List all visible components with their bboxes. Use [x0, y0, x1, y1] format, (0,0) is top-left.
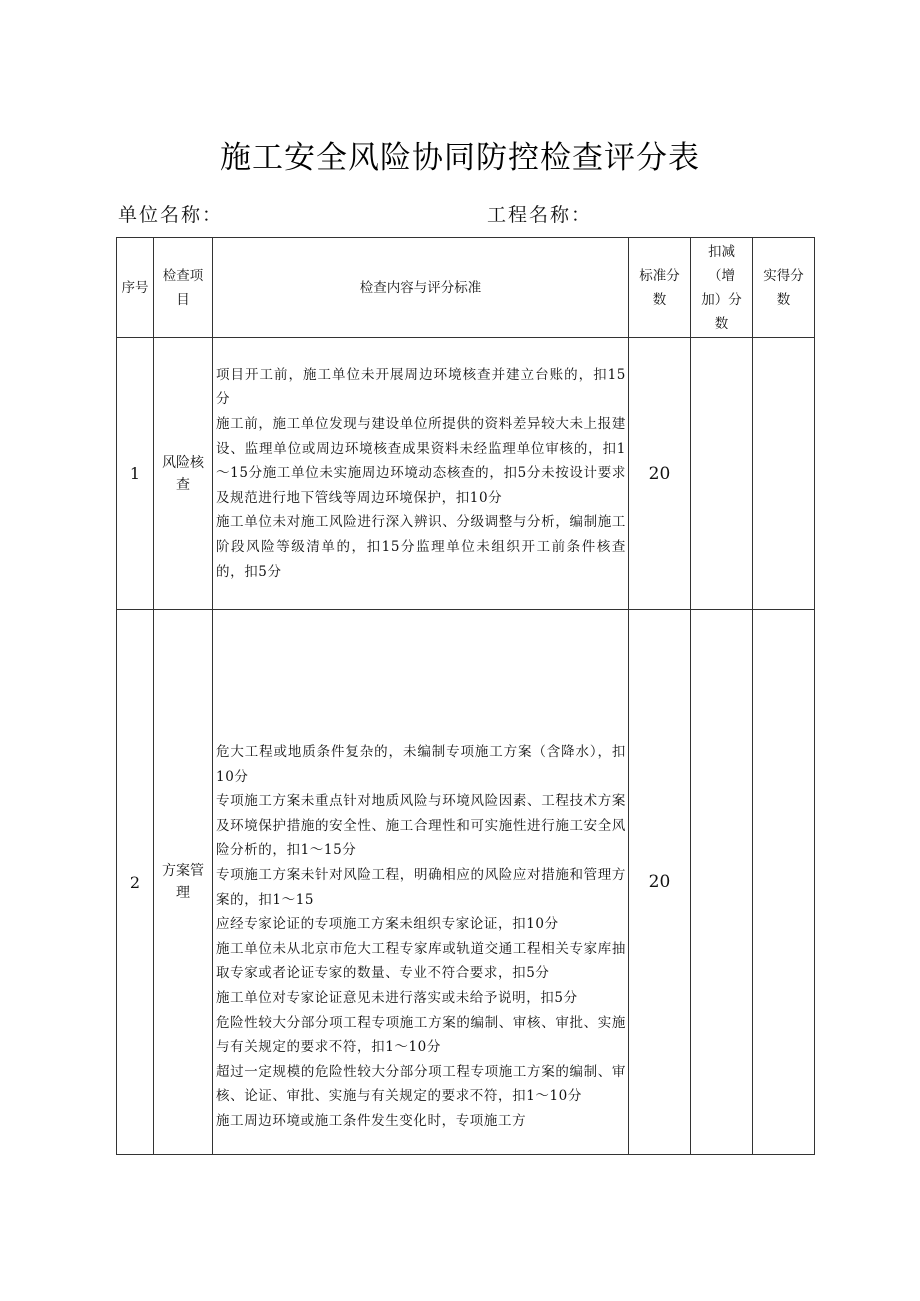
content-line: 施工前，施工单位发现与建设单位所提供的资料差异较大未上报建设、监理单位或周边环境核查成果资料未经监理单位审核的，扣1～15分施工单位未实施周边环境动态核查的，扣5分未按设计要求及规范进行地下管线等周边环境保护，扣10分 [216, 416, 626, 506]
row-item: 风险核查 [154, 338, 213, 610]
content-line: 施工单位未对施工风险进行深入辨识、分级调整与分析，编制施工阶段风险等级清单的，扣15分监理单位未组织开工前条件核查的，扣5分 [216, 514, 626, 580]
content-line: 专项施工方案未针对风险工程，明确相应的风险应对措施和管理方案的，扣1～15 [216, 866, 626, 908]
row-seq: 1 [117, 338, 154, 610]
content-line: 专项施工方案未重点针对地质风险与环境风险因素、工程技术方案及环境保护措施的安全性、施工合理性和可实施性进行施工安全风险分析的，扣1～15分 [216, 793, 626, 859]
unit-name-label: 单位名称： [118, 204, 224, 226]
header-seq: 序号 [117, 238, 154, 338]
content-line: 项目开工前，施工单位未开展周边环境核查并建立台账的，扣15分 [216, 366, 626, 408]
score-table [116, 237, 815, 1155]
header-standard-score: 标准分数 [629, 238, 691, 338]
content-line: 超过一定规模的危险性较大分部分项工程专项施工方案的编制、审核、论证、审批、实施与有关规定的要求不符，扣1～10分 [216, 1063, 626, 1105]
row-content [213, 610, 629, 1155]
header-content: 检查内容与评分标准 [213, 238, 629, 338]
table-header-row [117, 238, 815, 338]
row-seq: 2 [117, 610, 154, 1155]
content-line: 施工周边环境或施工条件发生变化时，专项施工方 [216, 1112, 527, 1129]
project-name-label: 工程名称： [487, 204, 593, 226]
row-standard-score: 20 [629, 610, 691, 1155]
header-deduct: 扣减（增加）分数 [691, 238, 753, 338]
row-deduct-cell [691, 610, 753, 1155]
content-line: 危险性较大分部分项工程专项施工方案的编制、审核、审批、实施与有关规定的要求不符，扣1～10分 [216, 1014, 626, 1056]
table-row [117, 610, 815, 1155]
content-line: 施工单位对专家论证意见未进行落实或未给予说明，扣5分 [216, 989, 578, 1006]
row-deduct-cell [691, 338, 753, 610]
row-actual-cell [753, 338, 815, 610]
row-standard-score: 20 [629, 338, 691, 610]
content-line: 危大工程或地质条件复杂的，未编制专项施工方案（含降水），扣10分 [216, 744, 626, 785]
row-actual-cell [753, 610, 815, 1155]
page-title: 施工安全风险协同防控检查评分表 [220, 140, 700, 176]
content-line: 应经专家论证的专项施工方案未组织专家论证，扣10分 [216, 916, 559, 933]
header-actual: 实得分数 [753, 238, 815, 338]
row-item: 方案管理 [154, 610, 213, 1155]
table-row [117, 338, 815, 610]
header-item: 检查项目 [154, 238, 213, 338]
row-content [213, 338, 629, 610]
content-line: 施工单位未从北京市危大工程专家库或轨道交通工程相关专家库抽取专家或者论证专家的数量、专业不符合要求，扣5分 [216, 940, 626, 982]
